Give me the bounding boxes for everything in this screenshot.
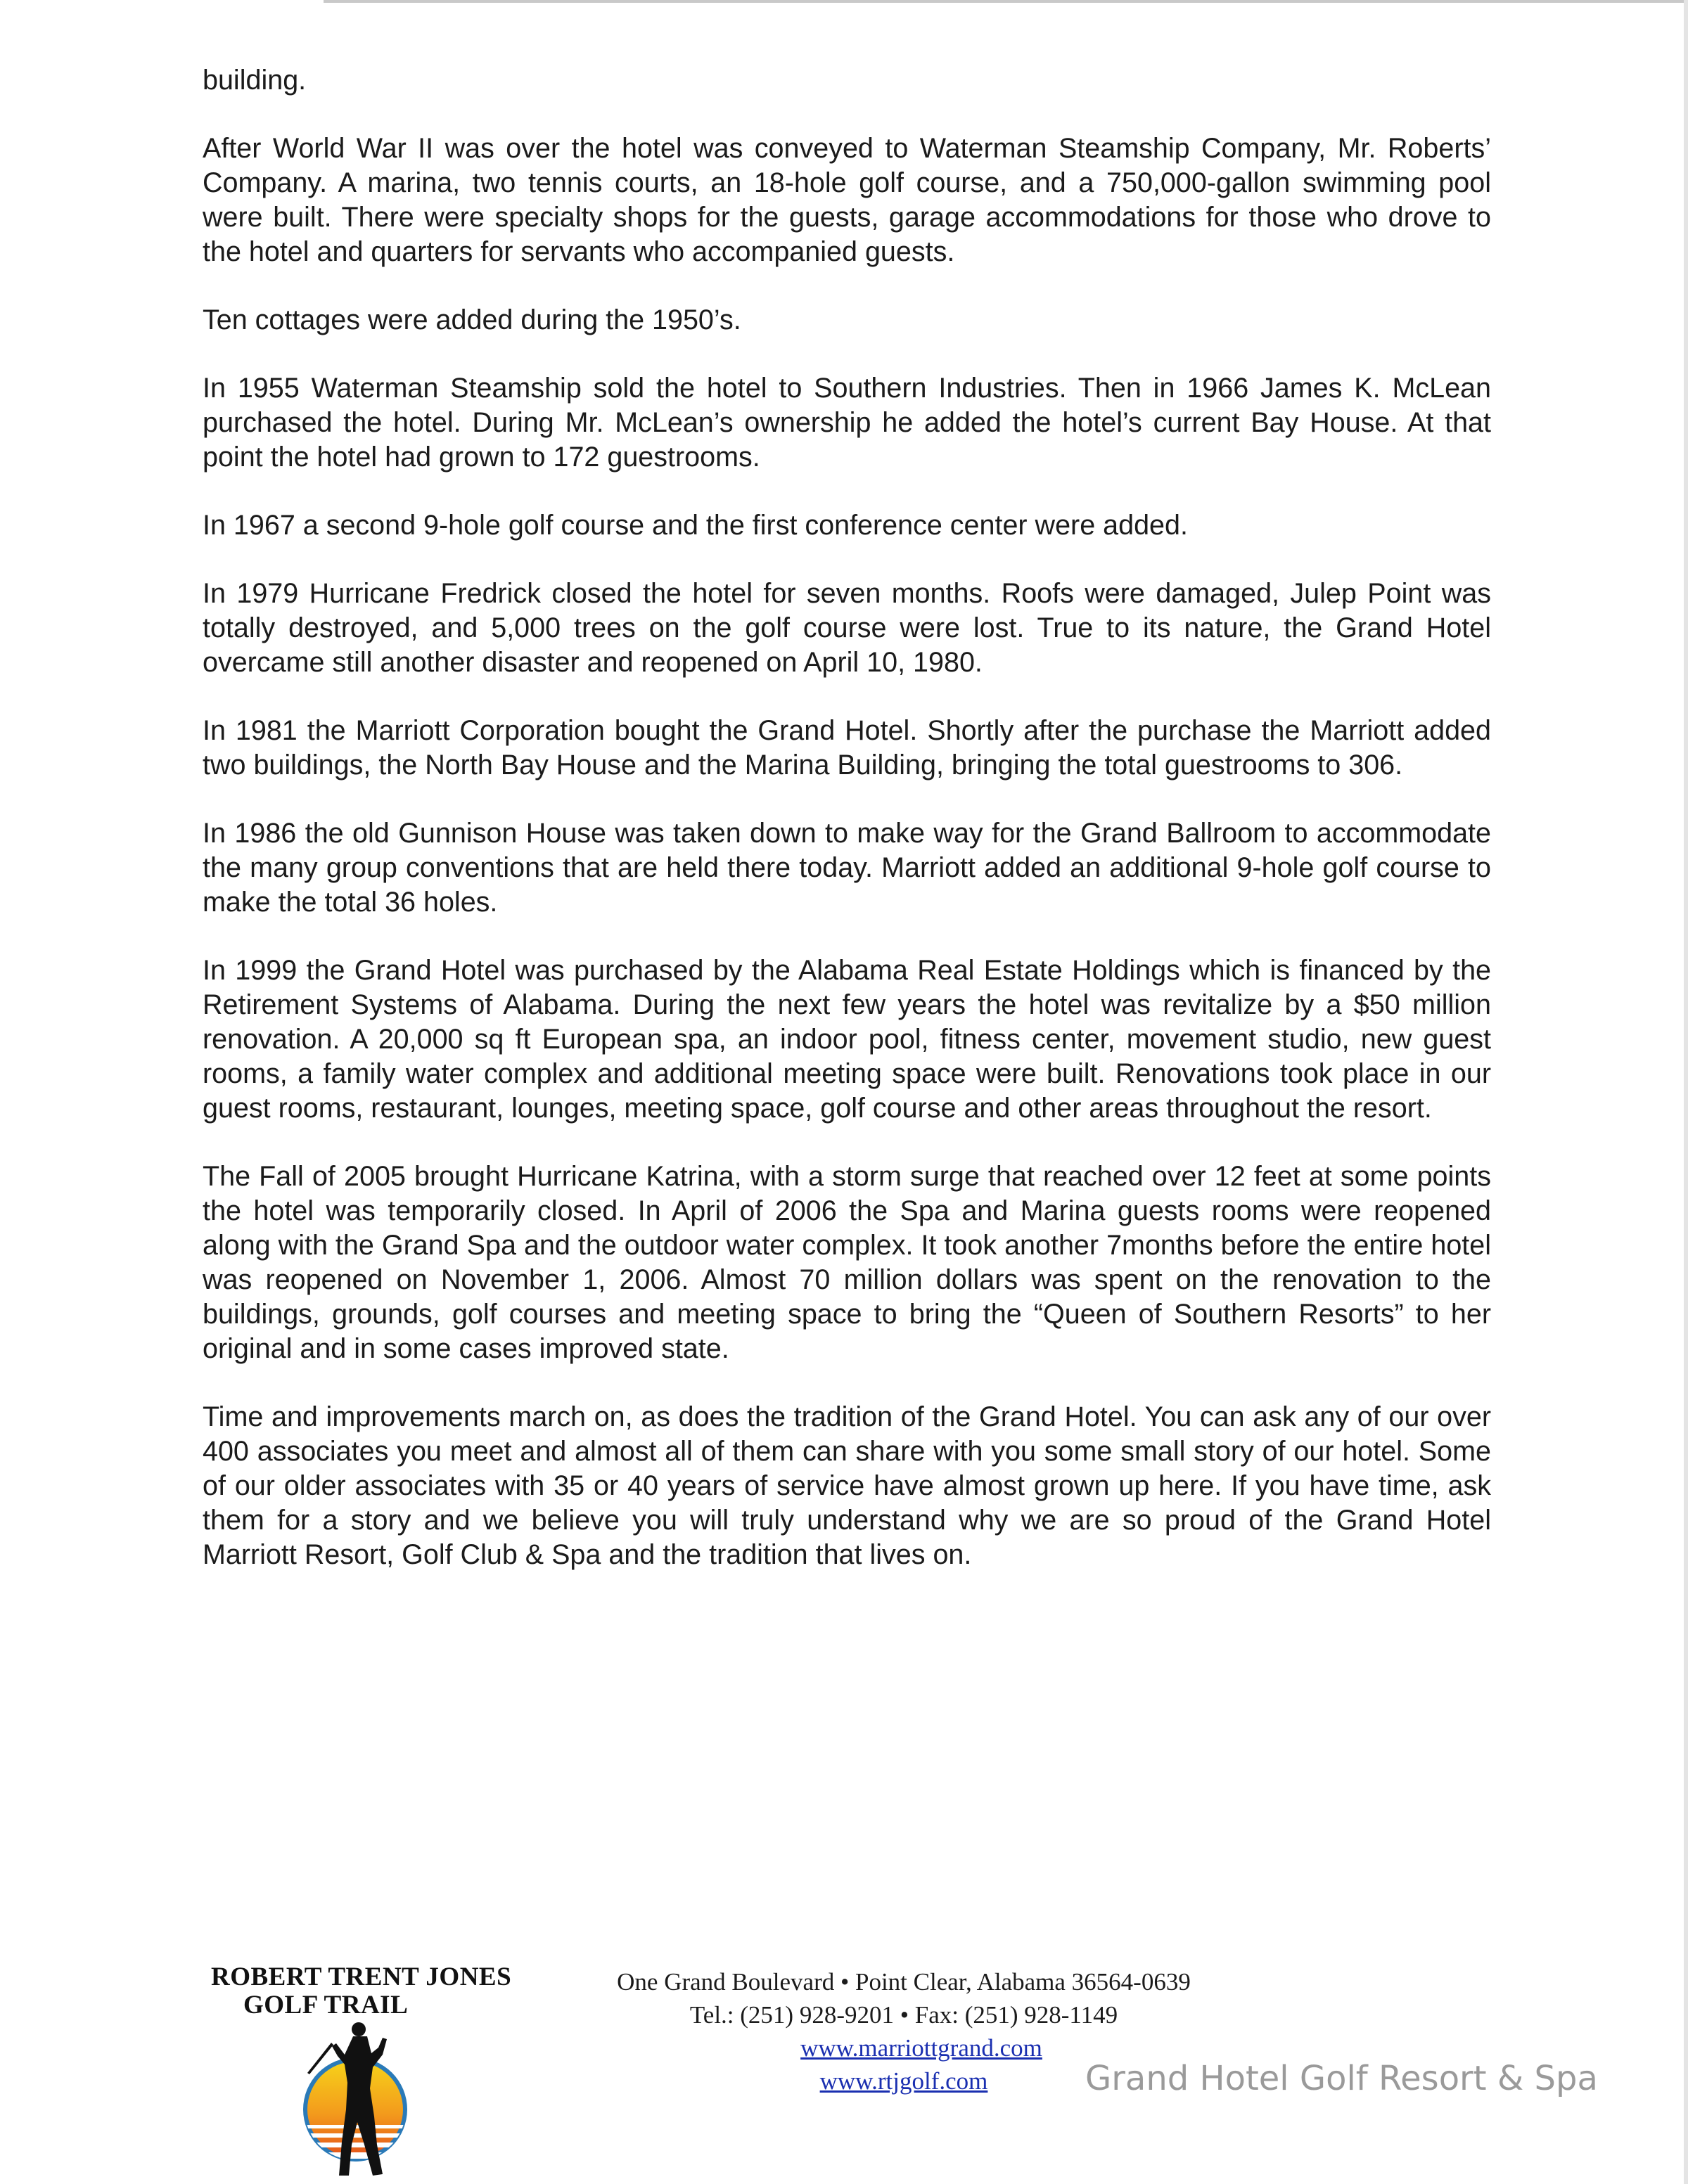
paragraph: After World War II was over the hotel was conveyed to Waterman Steamship Company, Mr. Roberts’ Company. A marina, two tennis courts, an 18-hole golf course, and a 750,000-gallon swimming pool were built. There were specialty shops for the guests, garage accommodations for those who drove to the hotel and quarters for servants who accompanied guests. bbox=[203, 133, 1491, 267]
paragraph: In 1999 the Grand Hotel was purchased by the Alabama Real Estate Holdings which is financed by the Retirement Systems of Alabama. During the next few years the hotel was revitalize by a $50 million renovation. A 20,000 sq ft European spa, an indoor pool, fitness center, movement studio, new guest rooms, a family water complex and additional meeting space were built. Renovations took place in our guest rooms, restaurant, lounges, meeting space, golf course and other areas throughout the resort. bbox=[203, 955, 1491, 1124]
website-link-rtjgolf[interactable]: www.rtjgolf.com bbox=[819, 2067, 988, 2095]
brand-watermark: Grand Hotel Golf Resort & Spa bbox=[1085, 2059, 1598, 2098]
paragraph: In 1979 Hurricane Fredrick closed the hotel for seven months. Roofs were damaged, Julep Point was totally destroyed, and 5,000 trees on the golf course were lost. True to its nature, the Grand Hotel overcame still another disaster and reopened on April 10, 1980. bbox=[203, 578, 1491, 678]
paragraph: Ten cottages were added during the 1950’s. bbox=[203, 304, 741, 335]
logo-title-line-2: GOLF TRAIL bbox=[243, 1991, 409, 2019]
logo-title-line-1: ROBERT TRENT JONES bbox=[211, 1963, 512, 1991]
paragraph: Time and improvements march on, as does the tradition of the Grand Hotel. You can ask any of our over 400 associates you meet and almost all of them can share with you some small story of our hotel. Some of our older associates with 35 or 40 years of service have almost grown up here. If you have time, ask them for a story and we believe you will truly understand why we are so proud of the Grand Hotel Marriott Resort, Golf Club & Spa and the tradition that lives on. bbox=[203, 1401, 1491, 1570]
rtj-golf-trail-logo bbox=[211, 1962, 512, 2180]
website-link-marriottgrand[interactable]: www.marriottgrand.com bbox=[800, 2034, 1042, 2062]
paragraph: In 1955 Waterman Steamship sold the hotel to Southern Industries. Then in 1966 James K. McLean purchased the hotel. During Mr. McLean’s ownership he added the hotel’s current Bay House. At that point the hotel had grown to 172 guestrooms. bbox=[203, 373, 1491, 473]
paragraph: In 1967 a second 9-hole golf course and the first conference center were added. bbox=[203, 510, 1188, 541]
document-body bbox=[203, 63, 1491, 1572]
golfer-sunset-icon bbox=[288, 2004, 422, 2180]
paragraph: In 1986 the old Gunnison House was taken down to make way for the Grand Ballroom to accommodate the many group conventions that are held there today. Marriott added an additional 9-hole golf course to make the total 36 holes. bbox=[203, 818, 1491, 918]
address-line: One Grand Boulevard • Point Clear, Alabama 36564-0639 bbox=[617, 1968, 1191, 1996]
paragraph: The Fall of 2005 brought Hurricane Katrina, with a storm surge that reached over 12 feet at some points the hotel was temporarily closed. In April of 2006 the Spa and Marina guests rooms were reopened along with the Grand Spa and the outdoor water complex. It took another 7months before the entire hotel was reopened on November 1, 2006. Almost 70 million dollars was spent on the renovation to the buildings, grounds, golf courses and meeting space to bring the “Queen of Southern Resorts” to her original and in some cases improved state. bbox=[203, 1161, 1491, 1364]
scan-top-edge bbox=[324, 0, 1688, 3]
scan-right-edge bbox=[1684, 0, 1688, 2184]
phone-fax-line: Tel.: (251) 928-9201 • Fax: (251) 928-1149 bbox=[689, 2001, 1118, 2029]
paragraph: In 1981 the Marriott Corporation bought the Grand Hotel. Shortly after the purchase the Marriott added two buildings, the North Bay House and the Marina Building, bringing the total guestrooms to 306. bbox=[203, 715, 1491, 781]
paragraph: building. bbox=[203, 65, 307, 96]
